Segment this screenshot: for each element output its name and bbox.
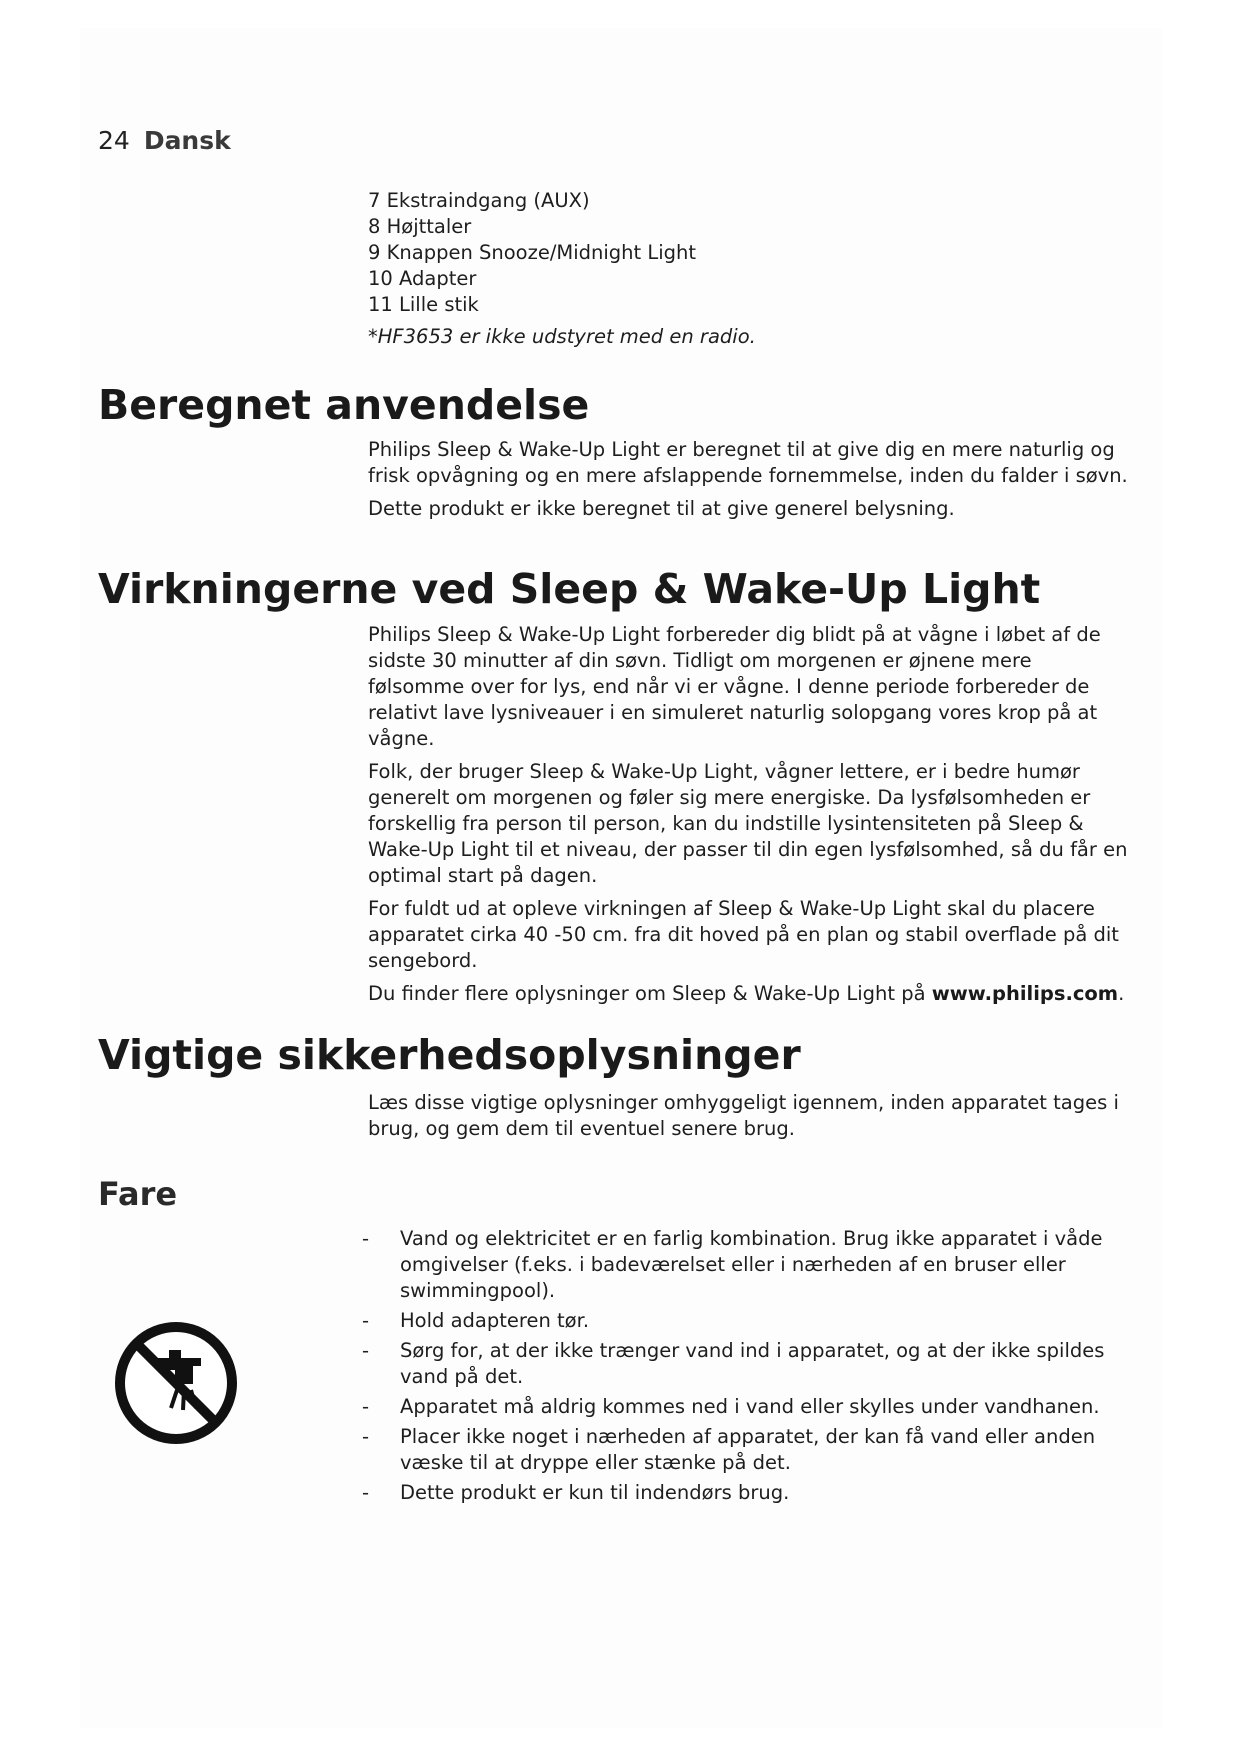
heading-intended-use: Beregnet anvendelse [98, 381, 590, 429]
parts-list-item: 7 Ekstraindgang (AUX) [368, 189, 590, 212]
list-item [362, 1480, 1122, 1506]
danger-list [362, 1226, 1122, 1510]
paragraph: Philips Sleep & Wake-Up Light forbereder dig blidt på at vågne i løbet af de sidste 30 minutter af din søvn. Tidligt om morgenen er øjnene mere følsomme over for lys, end når vi er vågne. I denne periode forbereder de relativt lave lysniveauer i en simuleret naturlig solopgang vores krop på at vågne. [368, 623, 1101, 750]
effects-text [368, 622, 1128, 1014]
list-item-text: Apparatet må aldrig kommes ned i vand eller skylles under vandhanen. [400, 1395, 1100, 1418]
parts-list [368, 188, 1128, 350]
bullet-dash: - [362, 1309, 370, 1332]
list-item [362, 1424, 1122, 1476]
paragraph: Philips Sleep & Wake-Up Light er beregnet til at give dig en mere naturlig og frisk opvågning og en mere afslappende fornemmelse, inden du falder i søvn. [368, 438, 1128, 487]
list-item [362, 1338, 1122, 1390]
list-item [362, 1308, 1122, 1334]
list-item-text: Placer ikke noget i nærheden af apparatet, der kan få vand eller anden væske til at dryppe eller stænke på det. [400, 1425, 1096, 1474]
list-item [362, 1226, 1122, 1304]
safety-intro [368, 1090, 1128, 1149]
paragraph: Læs disse vigtige oplysninger omhyggeligt igennem, inden apparatet tages i brug, og gem dem til eventuel senere brug. [368, 1091, 1119, 1140]
no-water-icon [113, 1320, 239, 1446]
list-item-text: Sørg for, at der ikke trænger vand ind i apparatet, og at der ikke spildes vand på det. [400, 1339, 1105, 1388]
language-label: Dansk [143, 126, 231, 155]
paragraph: For fuldt ud at opleve virkningen af Sleep & Wake-Up Light skal du placere apparatet cirka 40 -50 cm. fra dit hoved på en plan og stabil overflade på dit sengebord. [368, 897, 1119, 972]
more-info-suffix: . [1118, 982, 1125, 1005]
radio-note: *HF3653 er ikke udstyret med en radio. [368, 325, 756, 348]
bullet-dash: - [362, 1425, 370, 1448]
intended-use-text [368, 437, 1128, 529]
parts-list-item: 9 Knappen Snooze/Midnight Light [368, 241, 697, 264]
more-info-text: Du finder flere oplysninger om Sleep & Wake-Up Light på [368, 982, 932, 1005]
paragraph: Dette produkt er ikke beregnet til at give generel belysning. [368, 497, 955, 520]
parts-list-item: 8 Højttaler [368, 215, 472, 238]
list-item-text: Hold adapteren tør. [400, 1309, 590, 1332]
paragraph-more-info [368, 981, 1128, 1007]
parts-list-item: 10 Adapter [368, 267, 477, 290]
bullet-dash: - [362, 1339, 370, 1362]
bullet-dash: - [362, 1395, 370, 1418]
heading-danger: Fare [98, 1175, 178, 1213]
list-item-text: Dette produkt er kun til indendørs brug. [400, 1481, 790, 1504]
heading-safety: Vigtige sikkerhedsoplysninger [98, 1031, 801, 1079]
list-item [362, 1394, 1122, 1420]
page-number: 24 [98, 126, 130, 155]
bullet-dash: - [362, 1481, 370, 1504]
philips-link[interactable]: www.philips.com [931, 982, 1119, 1005]
page-header [98, 124, 231, 158]
bullet-dash: - [362, 1227, 370, 1250]
paragraph: Folk, der bruger Sleep & Wake-Up Light, vågner lettere, er i bedre humør generelt om morgenen og føler sig mere energiske. Da lysfølsomheden er forskellig fra person til person, kan du indstille lysintensiteten på Sleep & Wake-Up Light til et niveau, der passer til din egen lysfølsomhed, så du får en optimal start på dagen. [368, 760, 1128, 887]
heading-effects: Virkningerne ved Sleep & Wake-Up Light [98, 565, 1041, 613]
parts-list-item: 11 Lille stik [368, 293, 479, 316]
list-item-text: Vand og elektricitet er en farlig kombination. Brug ikke apparatet i våde omgivelser (f.eks. i badeværelset eller i nærheden af en bruser eller swimmingpool). [400, 1227, 1103, 1302]
